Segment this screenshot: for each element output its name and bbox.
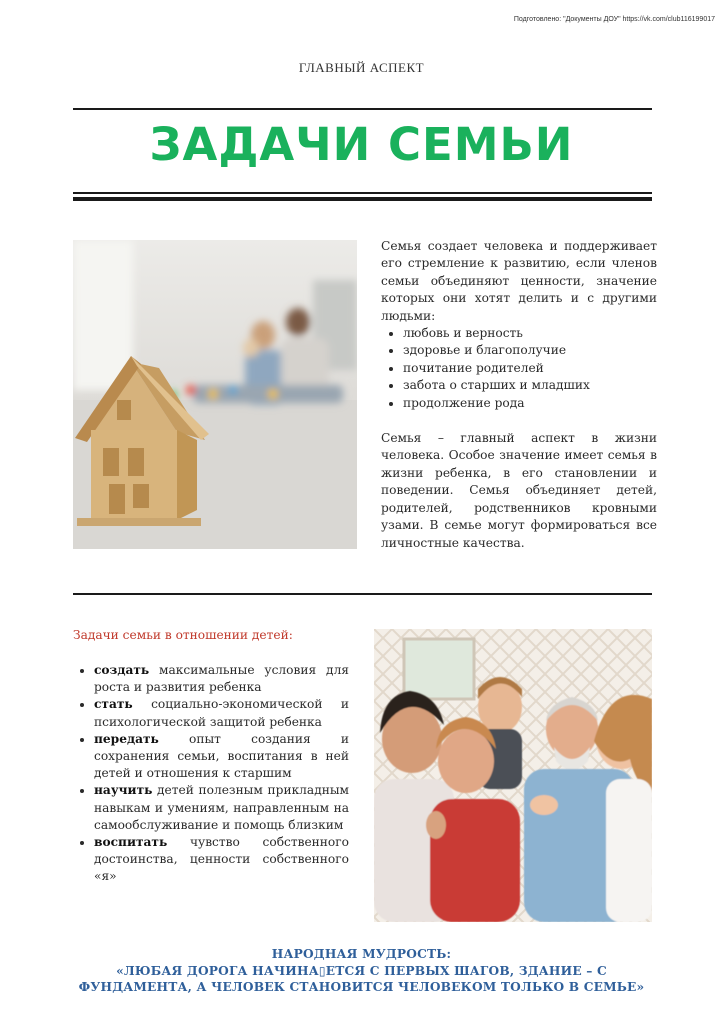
list-item: [94, 731, 349, 783]
task-verb: создать: [94, 663, 150, 677]
list-item: [94, 782, 349, 834]
title-rule-thick: [73, 197, 652, 201]
list-item: • почитание родителей: [403, 360, 657, 377]
list-item: • здоровье и благополучие: [403, 342, 657, 359]
task-text: чувство собственного достоинства, ценности собственного «я»: [94, 835, 349, 884]
section-label: ГЛАВНЫЙ АСПЕКТ: [298, 60, 425, 75]
folk-wisdom: [0, 946, 723, 996]
list-item: [94, 696, 349, 730]
list-item: • забота о старших и младших: [403, 377, 657, 394]
tasks-heading: Задачи семьи в отношении детей:: [73, 628, 293, 642]
task-text: детей полезным прикладным навыкам и умениям, направленным на самообслуживание и помощь близким: [94, 783, 349, 832]
task-verb: передать: [94, 731, 159, 746]
task-text: социально-экономической и психологической защитой ребенка: [94, 697, 349, 729]
wisdom-quote-line: «ЛЮБАЯ ДОРОГА НАЧИНА▯ЕТСЯ С ПЕРВЫХ ШАГОВ, ЗДАНИЕ – С: [116, 963, 607, 978]
intro-text: [381, 238, 657, 552]
wisdom-quote-line: ФУНДАМЕНТА, А ЧЕЛОВЕК СТАНОВИТСЯ ЧЕЛОВЕКОМ ТОЛЬКО В СЕМЬЕ»: [78, 980, 645, 995]
house-family-illustration: [73, 240, 357, 549]
task-verb: воспитать: [94, 835, 168, 850]
middle-rule: [73, 593, 652, 595]
list-item: • любовь и верность: [403, 325, 657, 342]
page-title: ЗАДАЧИ СЕМЬИ: [149, 118, 574, 171]
tasks-list: [78, 662, 349, 886]
credit-line: Подготовлено: "Документы ДОУ" https://vk.com/club116199017: [513, 16, 715, 23]
intro-paragraph-1: Семья создает человека и поддерживает его стремление к развитию, если членов семьи объединяют ценности, значение которых они хотят делить и с другими людьми:: [381, 239, 657, 323]
task-text: опыт создания и сохранения семьи, воспитания в ней детей и отношения к старшим: [94, 731, 349, 781]
list-item: • продолжение рода: [403, 395, 657, 412]
tasks-list-container: [78, 662, 349, 886]
family-generations-photo: [374, 629, 652, 922]
title-rule-thin: [73, 192, 652, 194]
task-verb: научить: [94, 783, 153, 798]
top-rule: [73, 108, 652, 110]
intro-paragraph-2: Семья – главный аспект в жизни человека. Особое значение имеет семья в жизни ребенка, в его становлении и поведении. Семья объединяет детей, родителей, родственников кровными узами. В семье могут формироваться все личностные качества.: [381, 431, 657, 550]
list-item: [94, 834, 349, 886]
list-item: [94, 662, 349, 696]
family-values-list: [381, 325, 657, 412]
task-verb: стать: [94, 697, 133, 712]
wisdom-heading: НАРОДНАЯ МУДРОСТЬ:: [271, 947, 452, 961]
family-generations-illustration: [374, 629, 652, 922]
house-family-photo: [73, 240, 357, 549]
task-text: максимальные условия для роста и развития ребенка: [94, 663, 349, 695]
